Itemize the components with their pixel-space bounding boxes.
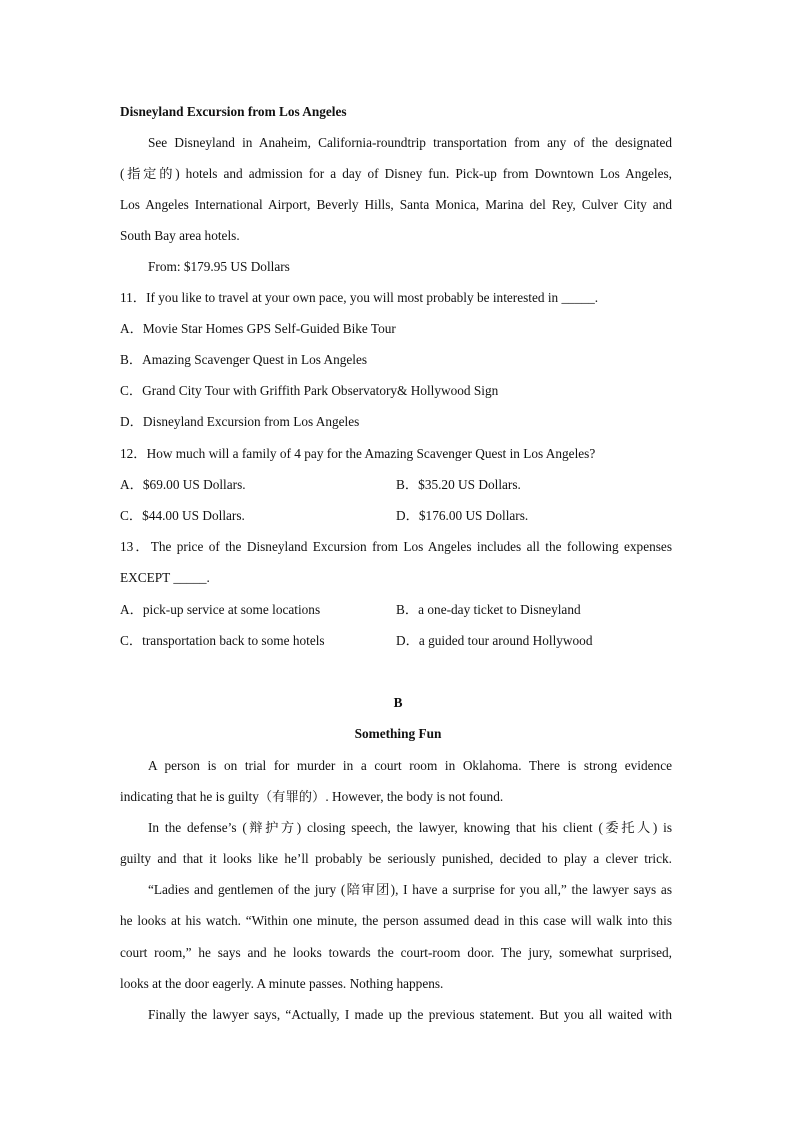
passage-b-line-9: Finally the lawyer says, “Actually, I made up the previous statement. But you all waited with: [148, 1007, 672, 1022]
question-11-stem: 11．If you like to travel at your own pace, you will most probably be interested in _____.: [120, 290, 599, 305]
question-12-option-d: D．$176.00 US Dollars.: [396, 508, 529, 523]
question-11-option-d: D．Disneyland Excursion from Los Angeles: [120, 414, 360, 429]
passage-b-line-5: “Ladies and gentlemen of the jury (陪审团), I have a surprise for you all,” the lawyer says as: [148, 882, 672, 897]
question-13-option-b: B．a one-day ticket to Disneyland: [396, 602, 581, 617]
question-13-option-c: C．transportation back to some hotels: [120, 633, 325, 648]
question-11-option-b: B．Amazing Scavenger Quest in Los Angeles: [120, 352, 368, 367]
passage-a-line-1: See Disneyland in Anaheim, California-roundtrip transportation from any of the designated: [148, 135, 672, 150]
passage-a-line-2: (指定的) hotels and admission for a day of Disney fun. Pick-up from Downtown Los Angeles,: [120, 166, 672, 181]
passage-b-line-2: indicating that he is guilty（有罪的）. However, the body is not found.: [120, 789, 504, 804]
question-11-option-a: A．Movie Star Homes GPS Self-Guided Bike Tour: [120, 321, 396, 336]
question-13-option-d: D．a guided tour around Hollywood: [396, 633, 593, 648]
passage-b-line-3: In the defense’s (辩护方) closing speech, the lawyer, knowing that his client (委托人) is: [148, 820, 672, 835]
passage-b-line-7: court room,” he says and he looks towards the court-room door. The jury, somewhat surprised,: [120, 945, 672, 960]
passage-a-price: From: $179.95 US Dollars: [148, 259, 290, 274]
passage-b-line-8: looks at the door eagerly. A minute passes. Nothing happens.: [120, 976, 444, 991]
passage-b-line-6: he looks at his watch. “Within one minute, the person assumed dead in this case will walk into this: [120, 913, 672, 928]
passage-b-line-1: A person is on trial for murder in a court room in Oklahoma. There is strong evidence: [148, 758, 672, 773]
question-12-option-a: A．$69.00 US Dollars.: [120, 477, 246, 492]
question-12-option-c: C．$44.00 US Dollars.: [120, 508, 245, 523]
question-12-option-b: B．$35.20 US Dollars.: [396, 477, 521, 492]
question-13-stem-line-1: 13．The price of the Disneyland Excursion from Los Angeles includes all the following expenses: [120, 539, 672, 554]
passage-a-line-3: Los Angeles International Airport, Beverly Hills, Santa Monica, Marina del Rey, Culver City and: [120, 197, 672, 212]
passage-b-line-4: guilty and that it looks like he’ll probably be seriously punished, decided to play a clever trick.: [120, 851, 672, 866]
question-12-stem: 12．How much will a family of 4 pay for the Amazing Scavenger Quest in Los Angeles?: [120, 446, 596, 461]
passage-a-title: Disneyland Excursion from Los Angeles: [120, 104, 347, 119]
section-b-heading: B: [393, 695, 403, 710]
question-13-option-a: A．pick-up service at some locations: [120, 602, 321, 617]
passage-b-title: Something Fun: [354, 726, 442, 741]
passage-a-line-4: South Bay area hotels.: [120, 228, 240, 243]
question-13-stem-line-2: EXCEPT _____.: [120, 570, 210, 585]
question-11-option-c: C．Grand City Tour with Griffith Park Observatory& Hollywood Sign: [120, 383, 499, 398]
